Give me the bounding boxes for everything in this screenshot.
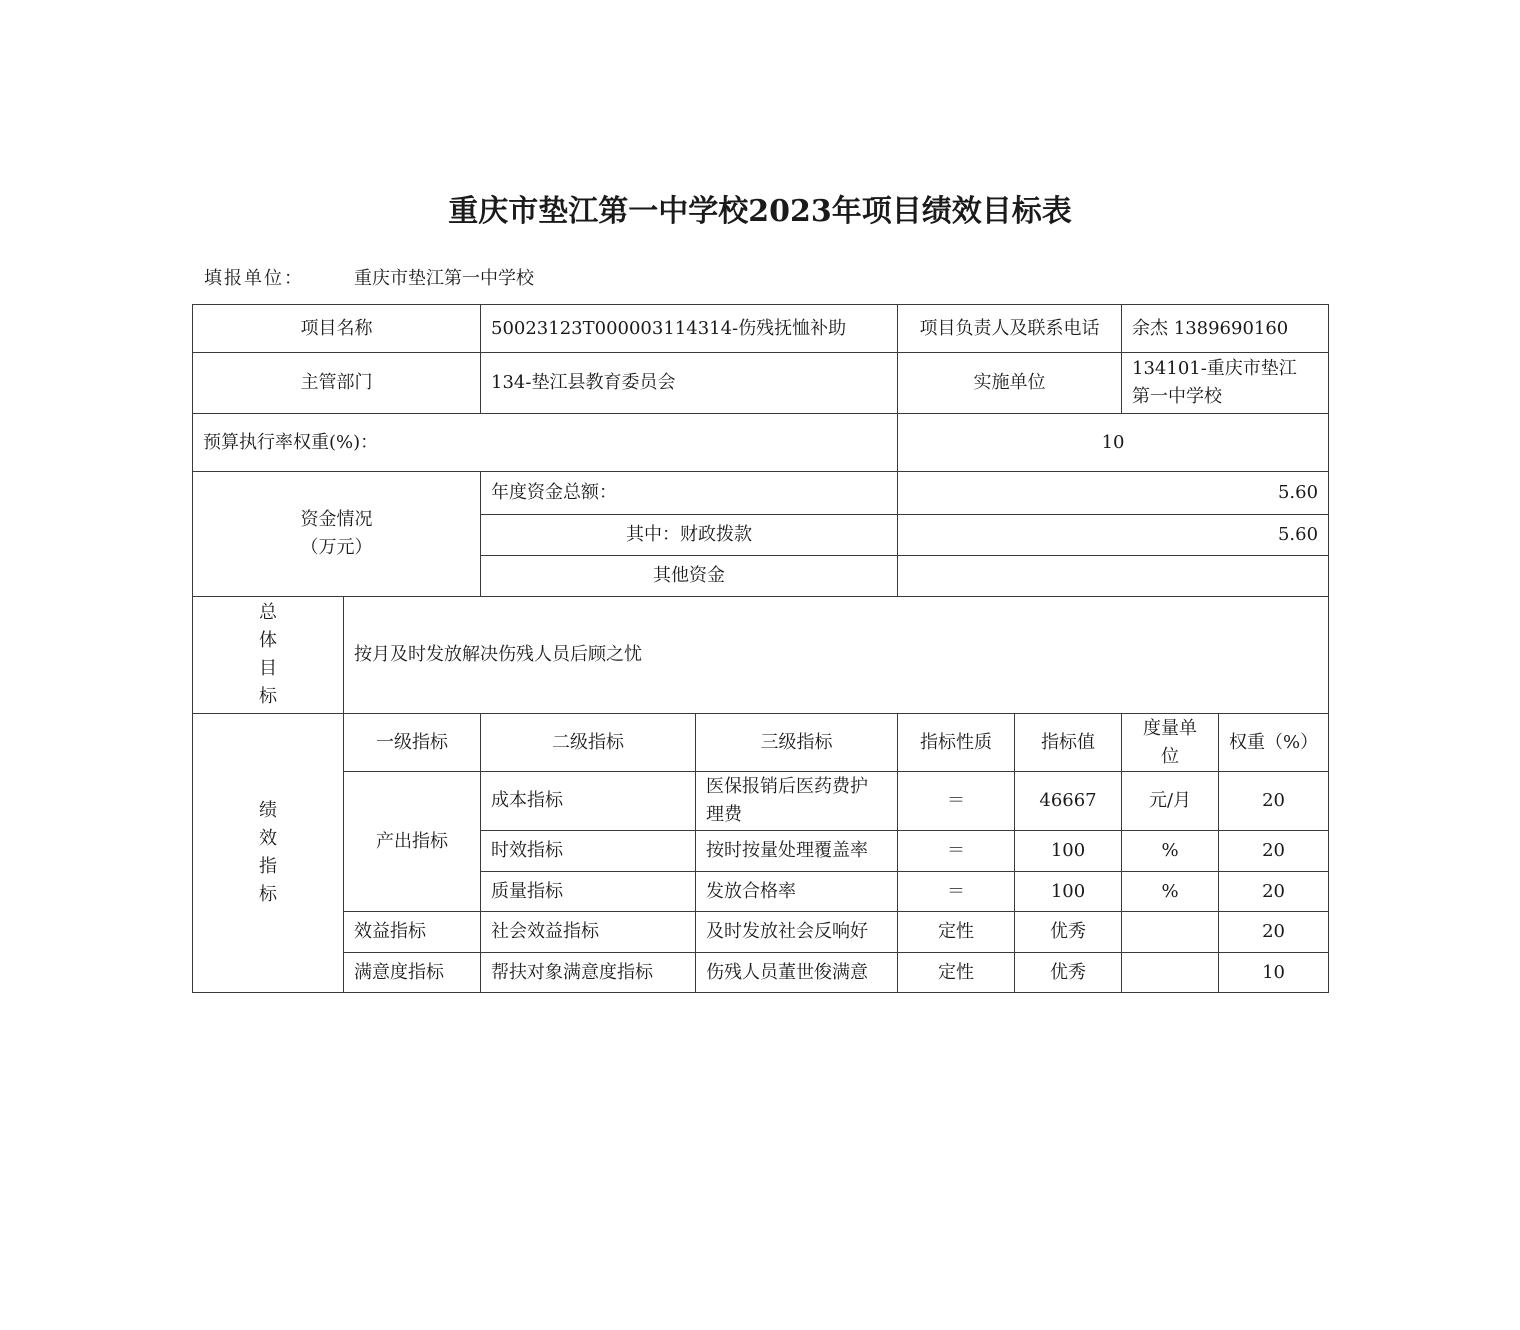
project-name-value: 50023123T000003114314-伤残抚恤补助: [481, 305, 898, 353]
nature-cell: ＝: [898, 831, 1015, 872]
overall-goal-label: [193, 597, 344, 714]
unit-cell: %: [1122, 872, 1219, 912]
budget-rate-value: 10: [898, 414, 1329, 472]
indicator-header-row: [193, 714, 1329, 772]
header-unit-line-2: 位: [1161, 745, 1180, 767]
header-value: 指标值: [1015, 714, 1122, 772]
department-label: 主管部门: [193, 353, 481, 414]
level3-cell: 按时按量处理覆盖率: [696, 831, 898, 872]
header-unit-line-1: 度量单: [1143, 717, 1198, 739]
fill-unit-value: 重庆市垫江第一中学校: [354, 268, 534, 289]
header-level2: 二级指标: [481, 714, 696, 772]
table-row: [193, 953, 1329, 993]
funds-label-line-2: （万元）: [300, 537, 373, 558]
level2-cell: 时效指标: [481, 831, 696, 872]
table-row: [193, 772, 1329, 831]
implementing-unit-line-2: 第一中学校: [1132, 386, 1223, 407]
weight-cell: 10: [1219, 953, 1329, 993]
header-unit: [1122, 714, 1219, 772]
level1-cell: 效益指标: [344, 912, 481, 953]
funds-label: [193, 472, 481, 597]
nature-cell: ＝: [898, 772, 1015, 831]
nature-cell: 定性: [898, 912, 1015, 953]
level2-cell: 社会效益指标: [481, 912, 696, 953]
funds-fiscal-label: 其中：财政拨款: [481, 515, 898, 556]
department-value: 134-垫江县教育委员会: [481, 353, 898, 414]
level2-cell: 成本指标: [481, 772, 696, 831]
level3-cell: 发放合格率: [696, 872, 898, 912]
department-row: [193, 353, 1329, 414]
unit-cell: %: [1122, 831, 1219, 872]
level3-cell: 伤残人员董世俊满意: [696, 953, 898, 993]
header-weight: 权重（%）: [1219, 714, 1329, 772]
weight-cell: 20: [1219, 912, 1329, 953]
level3-line-2: 理费: [706, 804, 742, 825]
value-cell: 优秀: [1015, 912, 1122, 953]
unit-cell: [1122, 953, 1219, 993]
indicators-label-char: 标: [259, 884, 277, 905]
budget-rate-row: [193, 414, 1329, 472]
budget-rate-label: 预算执行率权重(%)：: [193, 414, 898, 472]
project-name-label: 项目名称: [193, 305, 481, 353]
indicators-label-char: 指: [259, 856, 277, 877]
indicators-label-char: 绩: [259, 800, 277, 821]
value-cell: 46667: [1015, 772, 1122, 831]
overall-goal-char: 目: [259, 658, 277, 679]
header-nature: 指标性质: [898, 714, 1015, 772]
funds-label-line-1: 资金情况: [300, 509, 373, 530]
output-indicator-label: 产出指标: [344, 772, 481, 912]
table-row: [193, 912, 1329, 953]
overall-goal-text: 按月及时发放解决伤残人员后顾之忧: [344, 597, 1329, 714]
weight-cell: 20: [1219, 831, 1329, 872]
header-level1: 一级指标: [344, 714, 481, 772]
page-title: 重庆市垫江第一中学校2023年项目绩效目标表: [448, 194, 1072, 229]
indicators-label: [193, 714, 344, 993]
unit-cell: 元/月: [1122, 772, 1219, 831]
level2-cell: 帮扶对象满意度指标: [481, 953, 696, 993]
value-cell: 优秀: [1015, 953, 1122, 993]
overall-goal-row: [193, 597, 1329, 714]
level3-cell: [696, 772, 898, 831]
nature-cell: ＝: [898, 872, 1015, 912]
implementing-unit-value: [1122, 353, 1329, 414]
funds-annual-value: 5.60: [898, 472, 1329, 515]
funds-other-value: [898, 556, 1329, 597]
funds-annual-label: 年度资金总额：: [481, 472, 898, 515]
value-cell: 100: [1015, 831, 1122, 872]
level1-cell: 满意度指标: [344, 953, 481, 993]
fill-unit-label: 填报单位：: [204, 268, 304, 289]
header-level3: 三级指标: [696, 714, 898, 772]
value-cell: 100: [1015, 872, 1122, 912]
project-leader-label: 项目负责人及联系电话: [898, 305, 1122, 353]
funds-fiscal-value: 5.60: [898, 515, 1329, 556]
project-leader-value: 余杰 1389690160: [1122, 305, 1329, 353]
unit-cell: [1122, 912, 1219, 953]
weight-cell: 20: [1219, 872, 1329, 912]
overall-goal-char: 体: [259, 630, 277, 651]
overall-goal-char: 标: [259, 686, 277, 707]
implementing-unit-label: 实施单位: [898, 353, 1122, 414]
level2-cell: 质量指标: [481, 872, 696, 912]
level3-line-1: 医保报销后医药费护: [706, 776, 868, 797]
level3-cell: 及时发放社会反响好: [696, 912, 898, 953]
weight-cell: 20: [1219, 772, 1329, 831]
implementing-unit-line-1: 134101-重庆市垫江: [1132, 358, 1297, 379]
nature-cell: 定性: [898, 953, 1015, 993]
indicators-label-char: 效: [259, 828, 277, 849]
project-name-row: [193, 305, 1329, 353]
performance-target-table: [192, 304, 1329, 993]
overall-goal-char: 总: [259, 602, 277, 623]
funds-annual-row: [193, 472, 1329, 515]
funds-other-label: 其他资金: [481, 556, 898, 597]
